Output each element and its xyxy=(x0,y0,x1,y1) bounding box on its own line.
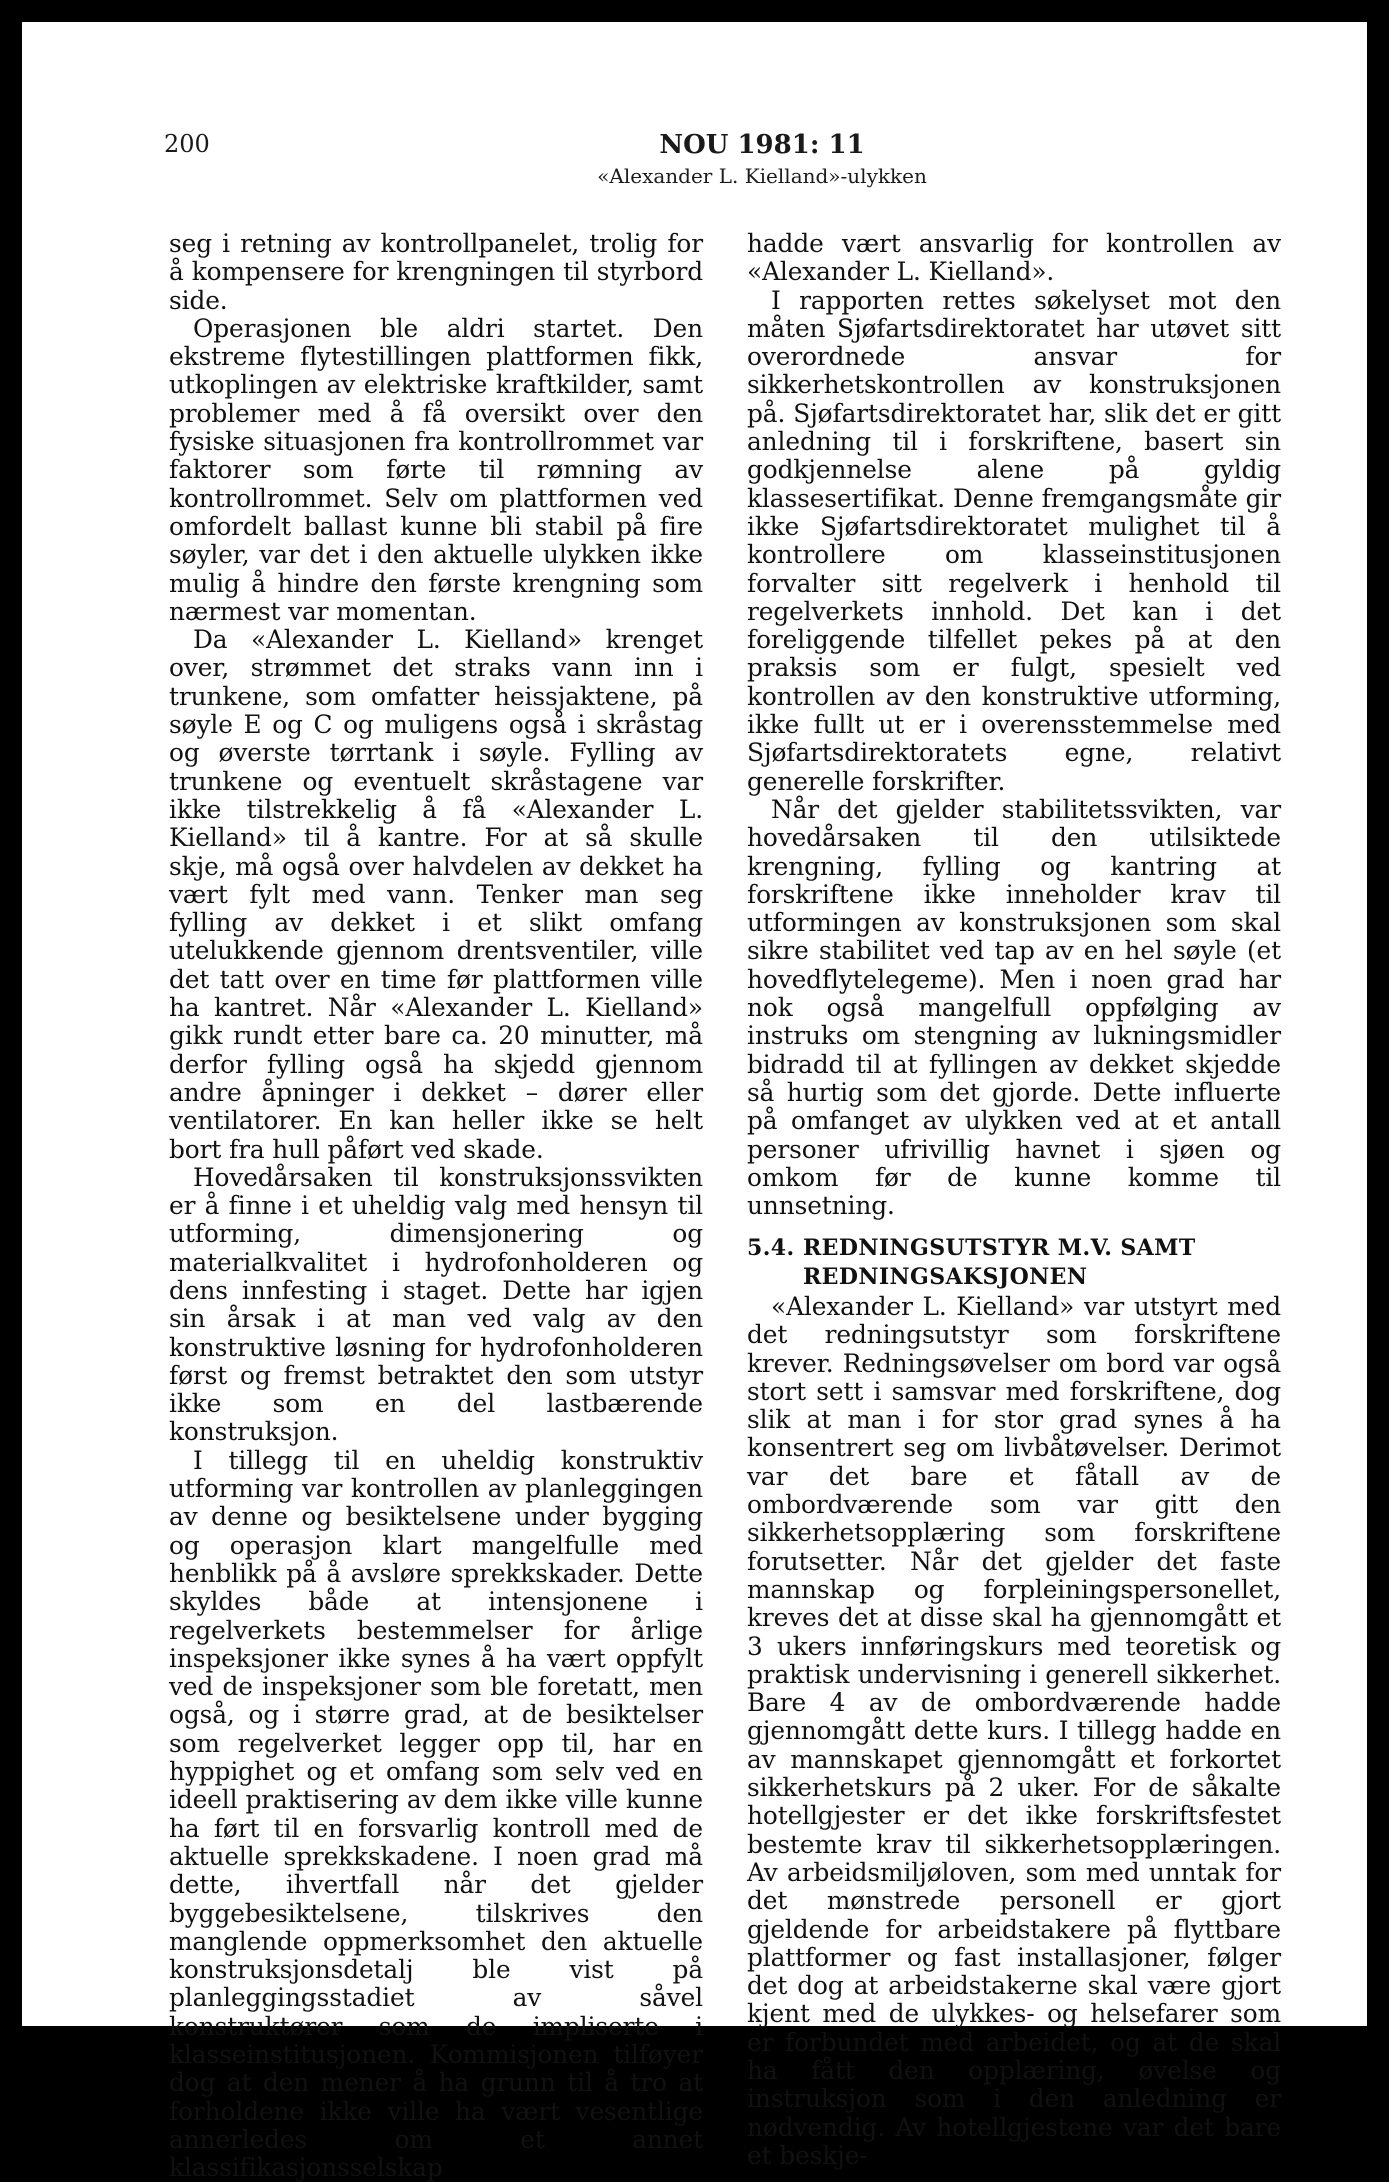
paragraph: seg i retning av kontrollpanelet, trolig for å kompensere for krengningen til styrbord side. xyxy=(169,229,703,315)
section-heading xyxy=(747,1234,1281,1291)
paragraph: I tillegg til en uheldig konstruktiv utforming var kontrollen av planleggingen av denne og besiktelsene under bygging og operasjon klart mangelfulle med henblikk på å avsløre sprekkskader. Dette skyldes både at intensjonene i regelverkets bestemmelser for årlige inspeksjoner ikke synes å ha vært oppfylt ved de inspeksjoner som ble foretatt, men også, og i større grad, at de besiktelser som regelverket legger opp til, har en hyppighet og et omfang som selv ved en ideell praktisering av dem ikke ville kunne ha ført til en forsvarlig kontroll med de aktuelle sprekkskadene. I noen grad må dette, ihvertfall når det gjelder byggebesiktelsene, tilskrives den manglende oppmerksomhet den aktuelle konstruksjonsdetalj ble vist på planleggingsstadiet av såvel konstruktører som de impliserte i klasseinstitusjonen. Kommisjonen tilføyer dog at den mener å ha grunn til å tro at forholdene ikke ville ha vært vesentlige annerledes om et annet klassifikasjonsselskap xyxy=(169,1445,703,2182)
report-subtitle: «Alexander L. Kielland»-ulykken xyxy=(597,164,927,188)
paragraph: hadde vært ansvarlig for kontrollen av «Alexander L. Kielland». xyxy=(747,229,1281,287)
paragraph: Hovedårsaken til konstruksjonssvikten er å finne i et uheldig valg med hensyn til utforming, dimensjonering og materialkvalitet i hydrofonholderen og dens innfesting i staget. Dette har igjen sin årsak i at man ved valg av den konstruktive løsning for hydrofonholderen først og fremst betraktet den som utstyr ikke som en del lastbærende konstruksjon. xyxy=(169,1162,703,1447)
running-head xyxy=(562,128,962,190)
paragraph: «Alexander L. Kielland» var utstyrt med det redningsutstyr som forskriftene krever. Redningsøvelser om bord var også stort sett i samsvar med forskriftene, dog slik at man i for stor grad synes å ha konsentrert seg om livbåtøvelser. Derimot var det bare et fåtall av de ombordværende som var gitt den sikkerhetsopplæring som forskriftene forutsetter. Når det gjelder det faste mannskap og forpleiningspersonellet, kreves det at disse skal ha gjennomgått et 3 ukers innføringskurs med teoretisk og praktisk undervisning i generell sikkerhet. Bare 4 av de ombordværende hadde gjennomgått dette kurs. I tillegg hadde en av mannskapet gjennomgått et forkortet sikkerhetskurs på 2 uker. For de såkalte hotellgjester er det ikke forskriftsfestet bestemte krav til sikkerhetsopplæringen. Av arbeidsmiljøloven, som med unntak for det mønstrede personell er gjort gjeldende for arbeidstakere på flyttbare plattformer og fast installasjoner, følger det dog at arbeidstakerne skal være gjort kjent med de ulykkes- og helsefarer som er forbundet med arbeidet, og at de skal ha fått den opplæring, øvelse og instruksjon som i den anledning er nødvendig. Av hotellgjestene var det bare et beskje- xyxy=(747,1291,1281,2170)
section-title: REDNINGSUTSTYR M.V. SAMT REDNINGSAKSJONEN xyxy=(803,1235,1196,1290)
paragraph: Operasjonen ble aldri startet. Den ekstreme flytestillingen plattformen fikk, utkoplingen av elektriske kraftkilder, samt problemer med å få oversikt over den fysiske situasjonen fra kontrollrommet var faktorer som førte til rømning av kontrollrommet. Selv om plattformen ved omfordelt ballast kunne bli stabil på fire søyler, var det i den aktuelle ulykken ikke mulig å hindre den første krengning som nærmest var momentan. xyxy=(169,313,703,626)
paragraph: Da «Alexander L. Kielland» krenget over, strømmet det straks vann inn i trunkene, som omfatter heissjaktene, på søyle E og C og muligens også i skråstag og øverste tørrtank i søyle. Fylling av trunkene og eventuelt skråstagene var ikke tilstrekkelig å få «Alexander L. Kielland» til å kantre. For at så skulle skje, må også over halvdelen av dekket ha vært fylt med vann. Tenker man seg fylling av dekket i et slikt omfang utelukkende gjennom drentsventiler, ville det tatt over en time før plattformen ville ha kantret. Når «Alexander L. Kielland» gikk rundt etter bare ca. 20 minutter, må derfor fylling også ha skjedd gjennom andre åpninger i dekket – dører eller ventilatorer. En kan heller ikke se helt bort fra hull påført ved skade. xyxy=(169,625,703,1164)
section-number: 5.4. xyxy=(747,1235,795,1262)
left-column xyxy=(169,230,703,2182)
paragraph: I rapporten rettes søkelyset mot den måten Sjøfartsdirektoratet har utøvet sitt overordnede ansvar for sikkerhetskontrollen av konstruksjonen på. Sjøfartsdirektoratet har, slik det er gitt anledning til i forskriftene, basert sin godkjennelse alene på gyldig klassesertifikat. Denne fremgangsmåte gir ikke Sjøfartsdirektoratet mulighet til å kontrollere om klasseinstitusjonen forvalter sitt regelverk i henhold til regelverkets innhold. Det kan i det foreliggende tilfellet pekes på at den praksis som er fulgt, spesielt ved kontrollen av den konstruktive utforming, ikke fullt ut er i overensstemmelse med Sjøfartsdirektoratets egne, relativt generelle forskrifter. xyxy=(747,285,1281,796)
paragraph: Når det gjelder stabilitetssvikten, var hovedårsaken til den utilsiktede krengning, fylling og kantring at forskriftene ikke inneholder krav til utformingen av konstruksjonen som skal sikre stabilitet ved tap av en hel søyle (et hovedflytelegeme). Men i noen grad har nok også mangelfull oppfølging av instruks om stengning av lukningsmidler bidradd til at fyllingen av dekket skjedde så hurtig som det gjorde. Dette influerte på omfanget av ulykken ved at et antall personer ufrivillig havnet i sjøen og omkom før de kunne komme til unnsetning. xyxy=(747,794,1281,1221)
right-column xyxy=(747,230,1281,2170)
document-page xyxy=(22,22,1367,2182)
report-series: NOU 1981: 11 xyxy=(659,130,865,160)
page-number: 200 xyxy=(164,130,210,158)
